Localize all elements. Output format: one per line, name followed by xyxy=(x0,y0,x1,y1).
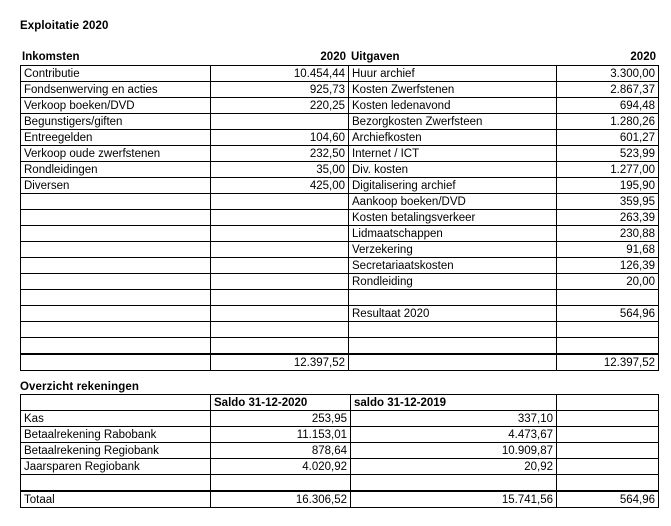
saldo-2019-cell: 15.741,56 xyxy=(351,491,557,508)
expense-year-header: 2020 xyxy=(630,51,656,63)
table-row xyxy=(21,274,659,290)
expense-label-cell: Div. kosten xyxy=(349,162,557,178)
income-label-cell: Entreegelden xyxy=(21,130,211,146)
saldo-2020-cell: 4.020,92 xyxy=(211,459,351,475)
expense-label-cell xyxy=(349,290,557,306)
income-amount-cell xyxy=(211,226,349,242)
income-amount-cell: 12.397,52 xyxy=(211,354,349,371)
income-amount-cell xyxy=(211,274,349,290)
income-label-cell xyxy=(21,210,211,226)
table-row xyxy=(21,242,659,258)
expense-amount-cell: 126,39 xyxy=(557,258,659,274)
income-amount-cell xyxy=(211,258,349,274)
saldo-2019-header: saldo 31-12-2019 xyxy=(351,395,557,411)
income-amount-cell xyxy=(211,210,349,226)
expense-amount-cell: 263,39 xyxy=(557,210,659,226)
expense-label-cell: Kosten ledenavond xyxy=(349,98,557,114)
expense-amount-cell: 12.397,52 xyxy=(557,354,659,371)
income-label-cell xyxy=(21,290,211,306)
saldo-2020-cell xyxy=(211,475,351,492)
expense-label-cell: Verzekering xyxy=(349,242,557,258)
expense-amount-cell: 694,48 xyxy=(557,98,659,114)
saldo-2019-cell: 4.473,67 xyxy=(351,427,557,443)
income-label-cell: Verkoop boeken/DVD xyxy=(21,98,211,114)
table-row xyxy=(21,306,659,322)
income-label-cell xyxy=(21,354,211,371)
expense-amount-cell: 230,88 xyxy=(557,226,659,242)
expense-amount-cell xyxy=(557,338,659,355)
saldo-2019-cell: 10.909,87 xyxy=(351,443,557,459)
table-row xyxy=(21,210,659,226)
resultaat-cell xyxy=(557,411,659,427)
income-label-cell: Diversen xyxy=(21,178,211,194)
saldo-2020-cell: 16.306,52 xyxy=(211,491,351,508)
expense-column-header: Uitgaven xyxy=(351,51,400,63)
expense-amount-cell xyxy=(557,322,659,338)
income-label-cell xyxy=(21,338,211,355)
expense-label-cell: Kosten Zwerfstenen xyxy=(349,82,557,98)
income-label-cell xyxy=(21,194,211,210)
expense-label-cell xyxy=(349,338,557,355)
table-row xyxy=(21,82,659,98)
income-label-cell xyxy=(21,306,211,322)
table-row xyxy=(21,194,659,210)
expense-label-cell xyxy=(349,354,557,371)
account-name-cell xyxy=(21,475,211,492)
expense-label-cell: Rondleiding xyxy=(349,274,557,290)
expense-amount-cell: 3.300,00 xyxy=(557,66,659,82)
income-amount-cell xyxy=(211,338,349,355)
income-label-cell xyxy=(21,242,211,258)
resultaat-cell xyxy=(557,459,659,475)
income-label-cell xyxy=(21,226,211,242)
income-amount-cell xyxy=(211,290,349,306)
income-column-header: Inkomsten xyxy=(22,51,80,63)
expense-label-cell: Digitalisering archief xyxy=(349,178,557,194)
table-row xyxy=(21,178,659,194)
expense-label-cell: Resultaat 2020 xyxy=(349,306,557,322)
page-title: Exploitatie 2020 xyxy=(20,20,109,32)
income-amount-cell xyxy=(211,194,349,210)
income-label-cell xyxy=(21,258,211,274)
expense-amount-cell: 1.277,00 xyxy=(557,162,659,178)
income-amount-cell: 220,25 xyxy=(211,98,349,114)
table-row xyxy=(21,475,659,492)
income-amount-cell xyxy=(211,306,349,322)
table-row xyxy=(21,338,659,355)
table-row xyxy=(21,130,659,146)
income-amount-cell xyxy=(211,242,349,258)
exploitatie-table-body xyxy=(21,66,659,371)
expense-amount-cell xyxy=(557,290,659,306)
expense-label-cell: Bezorgkosten Zwerfsteen xyxy=(349,114,557,130)
income-label-cell: Rondleidingen xyxy=(21,162,211,178)
resultaat-cell xyxy=(557,475,659,492)
expense-amount-cell: 601,27 xyxy=(557,130,659,146)
table-row xyxy=(21,427,659,443)
income-label-cell xyxy=(21,274,211,290)
account-name-header xyxy=(21,395,211,411)
income-label-cell: Begunstigers/giften xyxy=(21,114,211,130)
income-amount-cell: 104,60 xyxy=(211,130,349,146)
saldo-2020-cell: 253,95 xyxy=(211,411,351,427)
exploitatie-table xyxy=(20,65,659,371)
expense-amount-cell: 523,99 xyxy=(557,146,659,162)
income-amount-cell: 925,73 xyxy=(211,82,349,98)
table-row xyxy=(21,491,659,508)
table-header-row xyxy=(21,395,659,411)
table-row xyxy=(21,66,659,82)
table-row xyxy=(21,258,659,274)
income-label-cell xyxy=(21,322,211,338)
expense-amount-cell: 195,90 xyxy=(557,178,659,194)
expense-label-cell: Huur archief xyxy=(349,66,557,82)
table-row xyxy=(21,114,659,130)
account-name-cell: Betaalrekening Regiobank xyxy=(21,443,211,459)
saldo-2020-cell: 878,64 xyxy=(211,443,351,459)
expense-label-cell: Secretariaatskosten xyxy=(349,258,557,274)
table-row xyxy=(21,459,659,475)
saldo-2019-cell xyxy=(351,475,557,492)
expense-label-cell: Aankoop boeken/DVD xyxy=(349,194,557,210)
expense-label-cell: Kosten betalingsverkeer xyxy=(349,210,557,226)
table-row xyxy=(21,290,659,306)
resultaat-cell xyxy=(557,443,659,459)
rekeningen-table-body xyxy=(21,395,659,508)
income-amount-cell: 35,00 xyxy=(211,162,349,178)
table-row xyxy=(21,443,659,459)
resultaat-cell xyxy=(557,427,659,443)
resultaat-header xyxy=(557,395,659,411)
saldo-2020-header: Saldo 31-12-2020 xyxy=(211,395,351,411)
table-row xyxy=(21,146,659,162)
income-amount-cell: 10.454,44 xyxy=(211,66,349,82)
expense-amount-cell: 359,95 xyxy=(557,194,659,210)
expense-label-cell: Internet / ICT xyxy=(349,146,557,162)
income-label-cell: Contributie xyxy=(21,66,211,82)
expense-label-cell: Lidmaatschappen xyxy=(349,226,557,242)
expense-label-cell xyxy=(349,322,557,338)
resultaat-cell: 564,96 xyxy=(557,491,659,508)
table-row xyxy=(21,322,659,338)
income-amount-cell: 425,00 xyxy=(211,178,349,194)
income-label-cell: Fondsenwerving en acties xyxy=(21,82,211,98)
income-amount-cell xyxy=(211,114,349,130)
account-name-cell: Kas xyxy=(21,411,211,427)
account-name-cell: Jaarsparen Regiobank xyxy=(21,459,211,475)
expense-amount-cell: 20,00 xyxy=(557,274,659,290)
expense-amount-cell: 1.280,26 xyxy=(557,114,659,130)
account-name-cell: Betaalrekening Rabobank xyxy=(21,427,211,443)
table-row xyxy=(21,226,659,242)
table-row xyxy=(21,162,659,178)
expense-amount-cell: 2.867,37 xyxy=(557,82,659,98)
table-row xyxy=(21,98,659,114)
income-amount-cell xyxy=(211,322,349,338)
income-amount-cell: 232,50 xyxy=(211,146,349,162)
income-label-cell: Verkoop oude zwerfstenen xyxy=(21,146,211,162)
section-title-rekeningen: Overzicht rekeningen xyxy=(20,381,139,393)
expense-label-cell: Archiefkosten xyxy=(349,130,557,146)
exploitatie-header-row xyxy=(20,50,658,65)
saldo-2019-cell: 337,10 xyxy=(351,411,557,427)
rekeningen-table xyxy=(20,394,659,508)
saldo-2019-cell: 20,92 xyxy=(351,459,557,475)
account-name-cell: Totaal xyxy=(21,491,211,508)
saldo-2020-cell: 11.153,01 xyxy=(211,427,351,443)
table-row xyxy=(21,354,659,371)
table-row xyxy=(21,411,659,427)
expense-amount-cell: 91,68 xyxy=(557,242,659,258)
expense-amount-cell: 564,96 xyxy=(557,306,659,322)
income-year-header: 2020 xyxy=(320,51,346,63)
